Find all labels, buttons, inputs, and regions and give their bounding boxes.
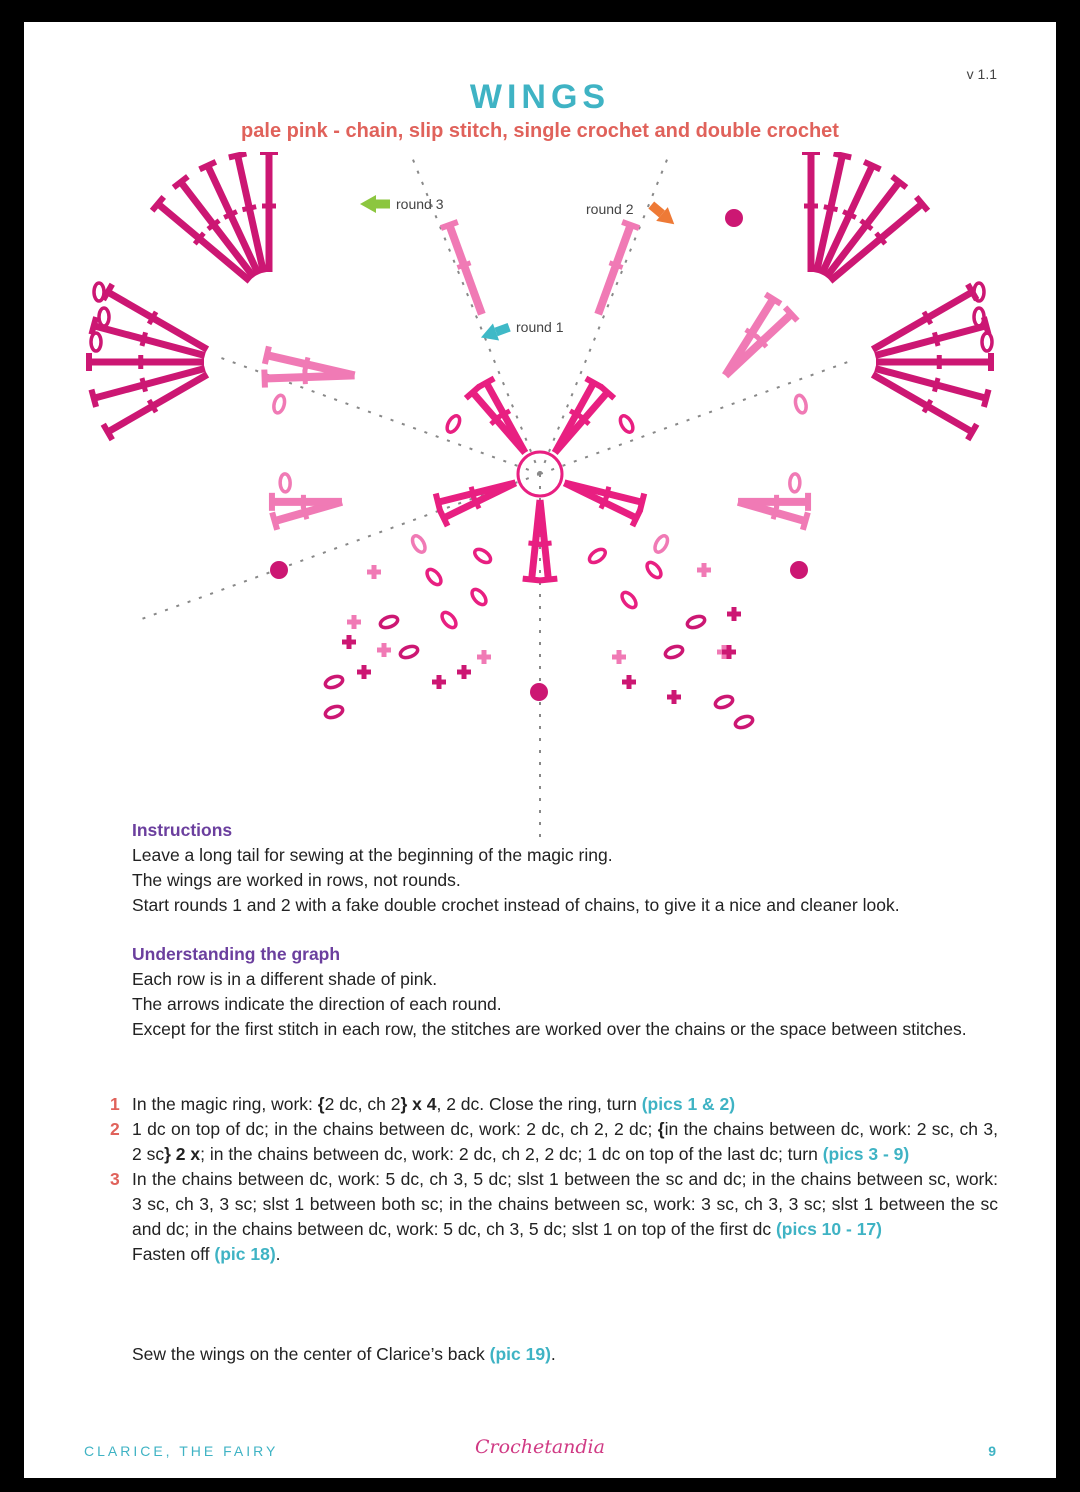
- chain-symbol: [272, 394, 286, 414]
- double-crochet-top: [803, 512, 808, 529]
- double-crochet-top: [539, 579, 557, 581]
- chain-symbol: [424, 567, 443, 587]
- chain-symbol: [439, 610, 458, 630]
- double-crochet-top: [632, 510, 640, 526]
- instructions-heading: Instructions: [132, 820, 233, 840]
- pic-reference: (pic 18): [214, 1244, 276, 1264]
- pic-reference: (pics 10 - 17): [775, 1219, 882, 1239]
- graph-line: Each row is in a different shade of pink.: [132, 969, 438, 989]
- chain-symbol: [734, 714, 754, 730]
- double-crochet-top: [265, 346, 269, 364]
- instructions-line: Start rounds 1 and 2 with a fake double crochet instead of chains, to give it a nice and cleaner look.: [132, 895, 900, 915]
- chain-symbol: [619, 590, 638, 610]
- single-crochet-symbol: [367, 565, 381, 579]
- version-label: v 1.1: [966, 66, 997, 82]
- single-crochet-symbol: [432, 675, 446, 689]
- double-crochet-bar: [471, 487, 474, 501]
- graph-line: Except for the first stitch in each row, the stitches are worked over the chains or the space between stitches.: [132, 1019, 967, 1039]
- double-crochet-top: [834, 153, 852, 157]
- double-crochet-symbol: [449, 225, 481, 314]
- step-number: 2: [110, 1119, 120, 1139]
- steps-section: [110, 1092, 998, 1267]
- slip-stitch-symbol: [530, 683, 548, 701]
- double-crochet-top: [264, 370, 265, 388]
- single-crochet-symbol: [342, 635, 356, 649]
- double-crochet-bar: [773, 506, 777, 519]
- single-crochet-symbol: [667, 690, 681, 704]
- chain-symbol: [982, 333, 992, 351]
- double-crochet-top: [272, 512, 277, 529]
- pic-reference: (pic 19): [489, 1344, 551, 1364]
- chain-symbol: [664, 644, 684, 660]
- slip-stitch-symbol: [270, 561, 288, 579]
- chain-symbol: [379, 614, 399, 630]
- double-crochet-symbol: [532, 500, 540, 580]
- single-crochet-symbol: [697, 563, 711, 577]
- page-subtitle: pale pink - chain, slip stitch, single crochet and double crochet: [241, 120, 839, 142]
- single-crochet-symbol: [622, 675, 636, 689]
- double-crochet-bar: [242, 207, 256, 210]
- chain-symbol: [714, 694, 734, 710]
- chain-symbol: [410, 534, 428, 555]
- double-crochet-top: [640, 494, 644, 511]
- step-3: 3 In the chains between dc, work: 5 dc, ch 3, 5 dc; slst 1 between the sc and dc; in the chains between sc, work: 3 sc, ch 3, 3 sc; slst 1 between both sc; in the chains between sc, work: 3 sc, ch 3, 3 sc; slst 1 between the sc and dc; in the chains between dc, work: 5 dc, ch 3, 5 dc; slst 1 on top of the first dc (pics 10 - 17): [110, 1169, 998, 1239]
- double-crochet-top: [864, 162, 880, 170]
- chain-symbol: [324, 674, 344, 690]
- pic-reference: (pics 1 & 2): [641, 1094, 736, 1114]
- double-crochet-top: [436, 494, 440, 511]
- single-crochet-symbol: [357, 665, 371, 679]
- crochet-diagram: [24, 152, 1056, 842]
- double-crochet-top: [523, 579, 541, 581]
- single-crochet-symbol: [477, 650, 491, 664]
- chain-symbol: [94, 283, 104, 301]
- double-crochet-bar: [934, 378, 938, 392]
- chain-symbol: [790, 474, 801, 492]
- chain-symbol: [445, 414, 463, 435]
- single-crochet-symbol: [612, 650, 626, 664]
- double-crochet-top: [229, 153, 247, 157]
- single-crochet-symbol: [347, 615, 361, 629]
- chain-symbol: [686, 614, 706, 630]
- chain-symbol: [99, 308, 109, 326]
- page: [24, 22, 1056, 1478]
- step-number: 3: [110, 1169, 120, 1189]
- double-crochet-symbol: [267, 355, 355, 375]
- chain-symbol: [587, 547, 607, 566]
- single-crochet-symbol: [377, 643, 391, 657]
- instructions-line: The wings are worked in rows, not rounds.: [132, 870, 461, 890]
- direction-arrow-shaft: [496, 327, 509, 332]
- pic-reference: (pics 3 - 9): [822, 1144, 910, 1164]
- page-number: 9: [988, 1443, 996, 1459]
- double-crochet-bar: [305, 357, 308, 371]
- page-title: WINGS: [469, 78, 611, 116]
- chain-symbol: [472, 547, 492, 566]
- double-crochet-bar: [934, 332, 938, 346]
- double-crochet-top: [441, 222, 458, 228]
- double-crochet-bar: [824, 207, 838, 210]
- chain-symbol: [280, 474, 291, 492]
- single-crochet-symbol: [727, 607, 741, 621]
- double-crochet-top: [440, 510, 448, 526]
- double-crochet-bar: [528, 543, 542, 544]
- step-number: 1: [110, 1094, 120, 1114]
- instructions-line: Leave a long tail for sewing at the beginning of the magic ring.: [132, 845, 613, 865]
- round-2-label: round 2: [586, 201, 634, 217]
- footer-book-title: CLARICE, THE FAIRY: [84, 1443, 279, 1459]
- double-crochet-bar: [142, 332, 146, 346]
- double-crochet-bar: [142, 378, 146, 392]
- slip-stitch-symbol: [725, 209, 743, 227]
- single-crochet-symbol: [457, 665, 471, 679]
- round-1-label: round 1: [516, 319, 564, 335]
- fasten-off-line: Fasten off (pic 18).: [132, 1244, 281, 1264]
- double-crochet-top: [622, 222, 639, 228]
- chain-symbol: [618, 414, 636, 435]
- chain-symbol: [324, 704, 344, 720]
- chain-symbol: [644, 560, 663, 580]
- slip-stitch-symbol: [790, 561, 808, 579]
- footer-brand-logo: Crochetandia: [475, 1436, 605, 1458]
- chain-symbol: [469, 587, 488, 607]
- double-crochet-top: [200, 162, 216, 170]
- guide-line: [136, 474, 540, 621]
- direction-arrow-head: [360, 195, 376, 213]
- instructions-section: [132, 818, 998, 918]
- step-1: 1 In the magic ring, work: {2 dc, ch 2} x 4, 2 dc. Close the ring, turn (pics 1 & 2): [132, 1092, 998, 1117]
- double-crochet-top: [984, 390, 989, 407]
- sew-line: Sew the wings on the center of Clarice’s back (pic 19).: [132, 1344, 556, 1364]
- chain-symbol: [91, 333, 101, 351]
- graph-line: The arrows indicate the direction of each round.: [132, 994, 502, 1014]
- chain-symbol: [974, 308, 984, 326]
- chain-symbol: [399, 644, 419, 660]
- chain-symbol: [652, 534, 670, 555]
- chain-symbol: [794, 394, 808, 414]
- direction-arrow-shaft: [651, 205, 662, 214]
- double-crochet-symbol: [598, 225, 630, 314]
- double-crochet-top: [91, 390, 96, 407]
- graph-section: [132, 942, 998, 1042]
- graph-heading: Understanding the graph: [132, 944, 341, 964]
- step-2: 2 1 dc on top of dc; in the chains between dc, work: 2 dc, ch 2, 2 dc; {in the chains between dc, work: 2 sc, ch 3, 2 sc} 2 x; in the chains between dc, work: 2 dc, ch 2, 2 dc; 1 dc on top of the last dc; turn (pics 3 - 9): [110, 1119, 998, 1164]
- round-3-label: round 3: [396, 196, 444, 212]
